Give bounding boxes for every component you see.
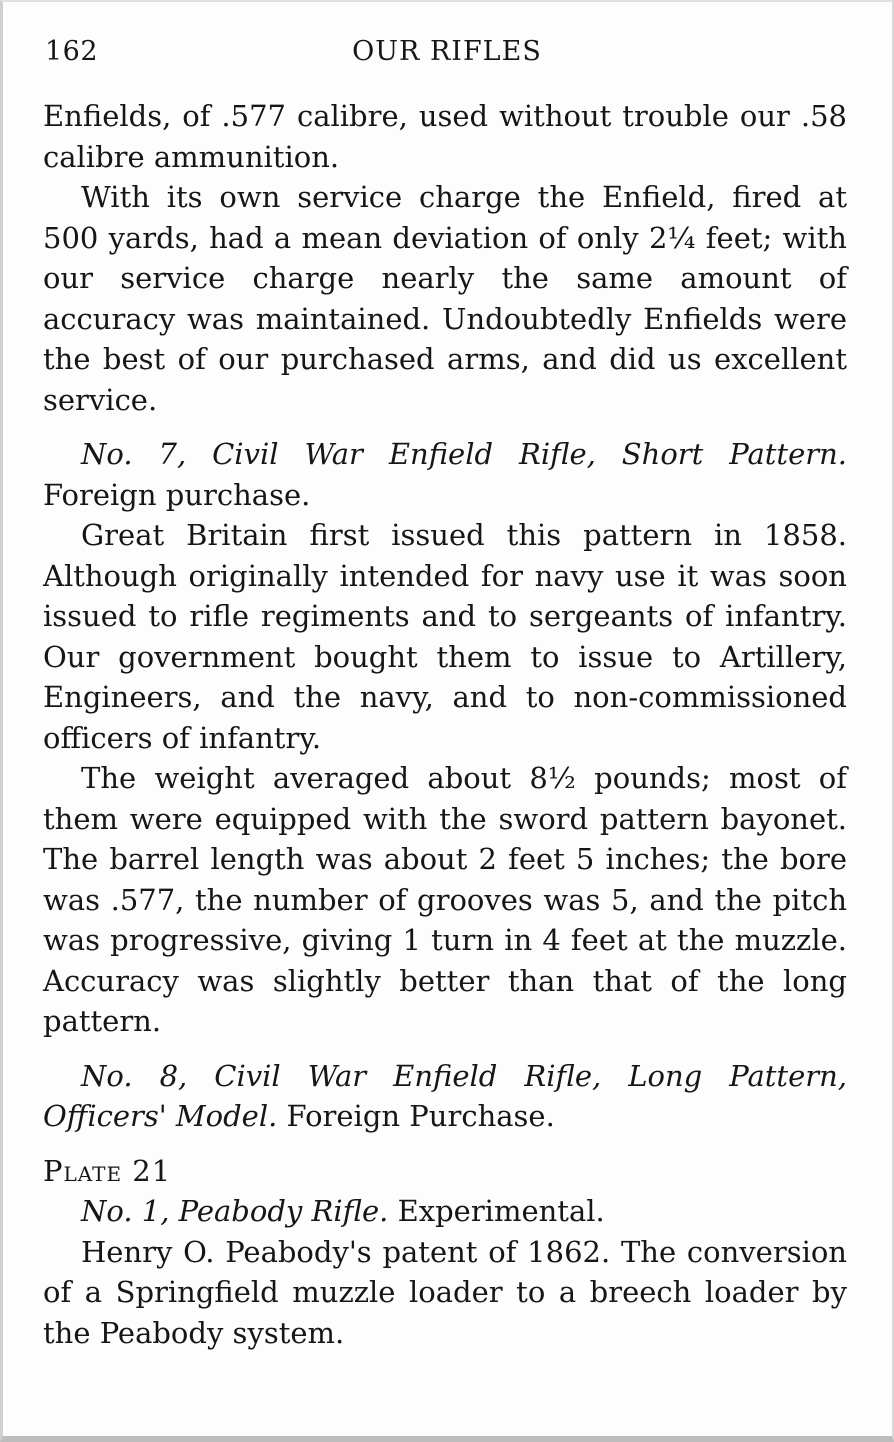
item-title-peabody: No. 1, Peabody Rifle. — [81, 1194, 389, 1228]
page-header — [45, 36, 849, 72]
paragraph-short-pattern-history: Great Britain first issued this pattern in 1858. Although originally intended for navy use it was soon issued to rifle regiments and to sergeants of infantry. Our government bought them to issue to Artillery, Engineers, and the navy, and to non-commissioned officers of infantry. — [43, 518, 847, 755]
page-number: 162 — [45, 36, 99, 67]
plate-heading: Plate 21 — [43, 1153, 172, 1188]
item-source-peabody: Experimental. — [397, 1194, 605, 1228]
page-body — [43, 96, 847, 1353]
paragraph-continuation: Enfields, of .577 calibre, used without trouble our .58 calibre ammunition. — [43, 99, 847, 174]
paragraph-enfield-accuracy: With its own service charge the Enfield, fired at 500 yards, had a mean deviation of only 2¼ feet; with our service charge nearly the same amount of accuracy was maintained. Undoubtedly Enfields were the best of our purchased arms, and did us excellent service. — [43, 180, 847, 417]
running-title: OUR RIFLES — [352, 36, 542, 67]
item-heading-no8 — [43, 1056, 847, 1137]
item-title-no7: No. 7, Civil War Enfield Rifle, Short Pattern. — [81, 437, 847, 471]
item-heading-peabody — [43, 1191, 847, 1232]
item-heading-no7 — [43, 434, 847, 515]
item-source-no7: Foreign purchase. — [43, 477, 311, 512]
item-title-no8: No. 8, Civil War Enfield Rifle, Long Pattern, Officers' Model. — [43, 1058, 847, 1133]
paragraph-short-pattern-specs: The weight averaged about 8½ pounds; most of them were equipped with the sword pattern bayonet. The barrel length was about 2 feet 5 inches; the bore was .577, the number of grooves was 5, and the pitch was progressive, giving 1 turn in 4 feet at the muzzle. Accuracy was slightly better than that of the long pattern. — [43, 761, 847, 1038]
paragraph-peabody: Henry O. Peabody's patent of 1862. The conversion of a Springfield muzzle loader to a breech loader by the Peabody system. — [43, 1234, 847, 1350]
item-source-no8: Foreign Purchase. — [286, 1099, 555, 1133]
